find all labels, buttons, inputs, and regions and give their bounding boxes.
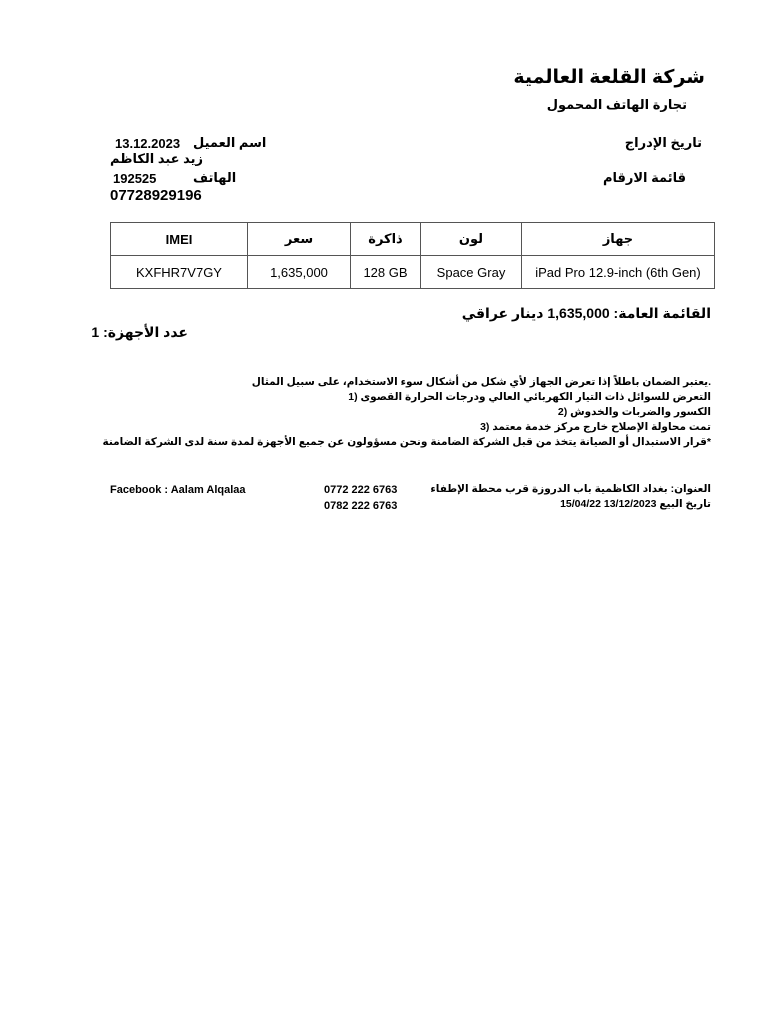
cell-device: iPad Pro 12.9-inch (6th Gen): [522, 256, 715, 289]
footer-sale-date: تاريخ البيع 13/12/2023 15/04/22: [560, 498, 711, 510]
cell-color: Space Gray: [421, 256, 522, 289]
header-price: سعر: [248, 223, 351, 256]
phone-label: الهاتف: [193, 170, 237, 185]
company-subtitle: تجارة الهاتف المحمول: [546, 97, 687, 112]
numbers-list-label: قائمة الارقام: [602, 170, 686, 185]
table-row: [111, 256, 715, 289]
header-imei: IMEI: [111, 223, 248, 256]
device-count: عدد الأجهزة: 1: [91, 324, 188, 340]
total-line: القائمة العامة: 1,635,000 دينار عراقي: [461, 305, 711, 321]
customer-name: زيد عبد الكاظم: [110, 151, 204, 166]
warranty-line: *قرار الاستبدال أو الصيانة يتخذ من قبل الشركة الضامنة ونحن مسؤولون عن جميع الأجهزة لمدة سنة لدى الشركة الضامنة: [102, 436, 711, 448]
footer-facebook: Facebook : Aalam Alqalaa: [110, 484, 246, 496]
footer-phone-1: 0772 222 6763: [324, 484, 398, 496]
company-name: شركة القلعة العالمية: [513, 67, 705, 88]
header-memory: ذاكرة: [351, 223, 421, 256]
warranty-line: .يعتبر الضمان باطلاً إذا تعرض الجهاز لأي شكل من أشكال سوء الاستخدام، على سبيل المثال: [251, 376, 711, 388]
cell-imei: KXFHR7V7GY: [111, 256, 248, 289]
list-number: 192525: [113, 171, 157, 186]
cell-memory: 128 GB: [351, 256, 421, 289]
customer-label: اسم العميل: [193, 135, 267, 150]
header-device: جهاز: [522, 223, 715, 256]
device-table: [110, 222, 715, 289]
warranty-line: التعرض للسوائل ذات التيار الكهربائي العالي ودرجات الحرارة القصوى (1: [348, 391, 711, 403]
warranty-line: الكسور والضربات والخدوش (2: [557, 406, 711, 418]
footer-address: العنوان: بغداد الكاظمية باب الدروزة قرب محطة الإطفاء: [430, 483, 711, 495]
warranty-line: تمت محاولة الإصلاح خارج مركز خدمة معتمد (3: [480, 421, 711, 433]
cell-price: 1,635,000: [248, 256, 351, 289]
footer-phone-2: 0782 222 6763: [324, 500, 398, 512]
header-color: لون: [421, 223, 522, 256]
table-header-row: [111, 223, 715, 256]
listing-date-label: تاريخ الإدراج: [624, 135, 702, 150]
phone-number: 07728929196: [110, 187, 202, 204]
date-value: 13.12.2023: [115, 136, 181, 151]
